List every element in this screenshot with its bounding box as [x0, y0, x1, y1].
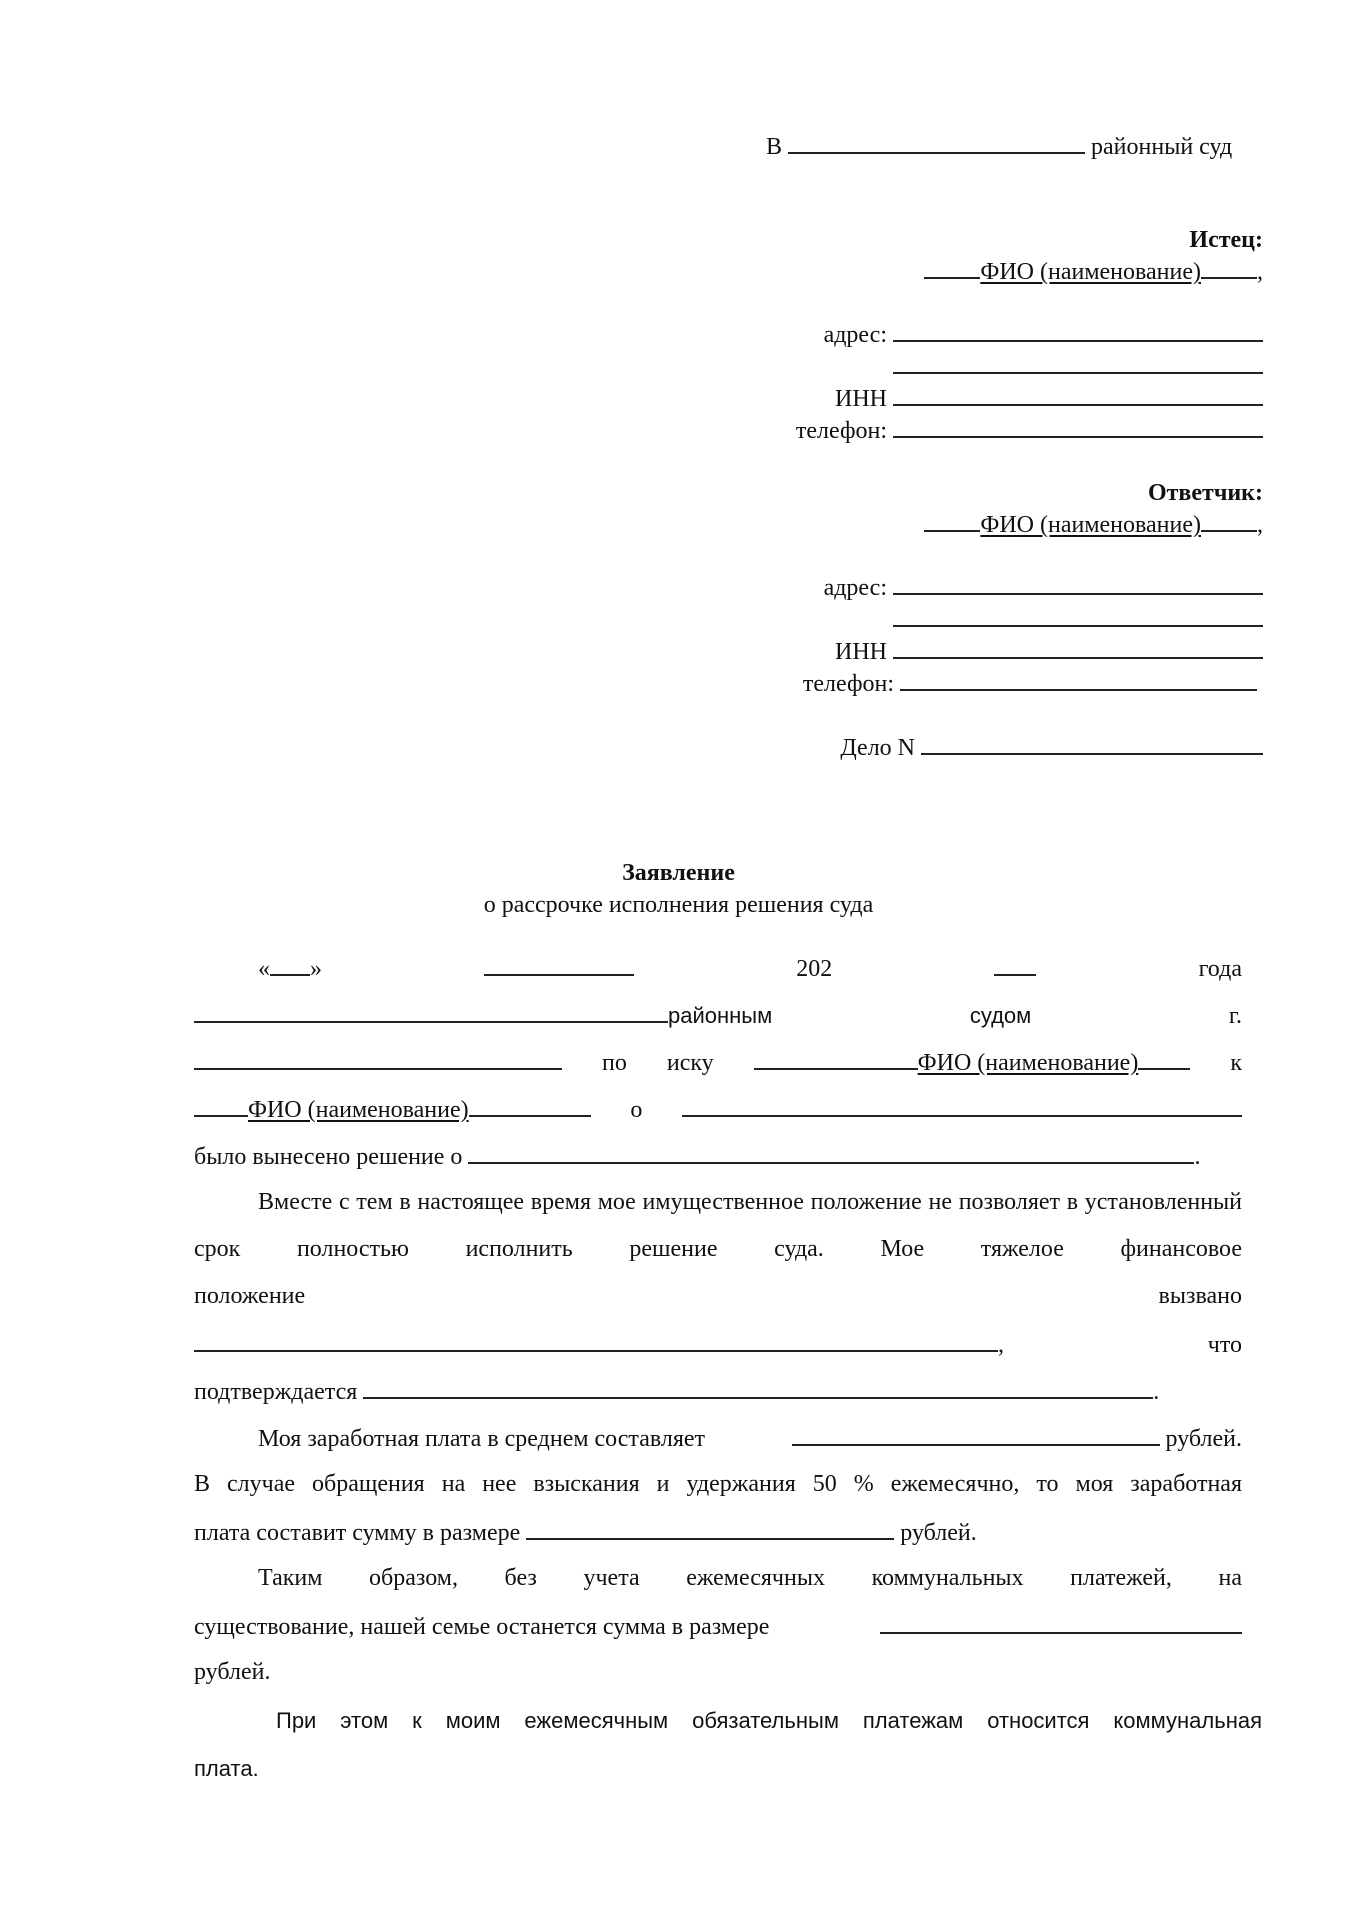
paragraph4-line1: При этом к моим ежемесячным обязательным платежам относится коммунальная: [276, 1708, 1262, 1733]
claim-plaintiff-blank-left[interactable]: [754, 1046, 918, 1070]
plaintiff-address-line: [824, 318, 1263, 350]
plaintiff-address-label: адрес:: [823, 322, 887, 348]
year-word: года: [1198, 956, 1242, 982]
family-sum-field[interactable]: [880, 1610, 1242, 1634]
paragraph2-line1: [194, 1422, 1242, 1454]
paragraph3-line1: Таким образом, без учета ежемесячных коммунальных платежей, на: [258, 1565, 1242, 1591]
plaintiff-name-line: [924, 255, 1263, 287]
plaintiff-name-blank-right[interactable]: [1201, 255, 1257, 279]
decision-line: [194, 1140, 1200, 1172]
word-o: о: [630, 1097, 643, 1123]
defendant-address-label: адрес:: [823, 575, 887, 601]
plaintiff-phone-label: телефон:: [795, 418, 887, 444]
decision-prefix: было вынесено решение о: [194, 1144, 463, 1170]
word-city: г.: [1228, 1003, 1242, 1029]
day-field-wrap: [258, 952, 322, 984]
salary-suffix: рублей.: [1165, 1426, 1242, 1452]
case-number-label: Дело N: [840, 735, 915, 761]
plaintiff-name-field[interactable]: ФИО (наименование): [980, 259, 1201, 285]
plaintiff-inn-line: [835, 382, 1263, 414]
word-polozhenie: положение: [194, 1283, 306, 1309]
paragraph4-line2: плата.: [194, 1756, 259, 1781]
open-quote: «: [258, 956, 270, 982]
claim-line: [194, 1046, 1242, 1078]
defendant-body-line: [194, 1093, 1242, 1125]
defendant-address-line2: [893, 603, 1263, 635]
claim-plaintiff-blank-right[interactable]: [1138, 1046, 1190, 1070]
plaintiff-phone-field[interactable]: [893, 414, 1263, 438]
word-podtverzhdaetsya: подтверждается: [194, 1379, 358, 1405]
defendant-inn-line: [835, 635, 1263, 667]
claim-defendant-blank-right[interactable]: [469, 1093, 591, 1117]
case-number-line: [840, 731, 1263, 763]
defendant-name-blank-right[interactable]: [1201, 508, 1257, 532]
court-name-field[interactable]: [788, 130, 1085, 154]
court-body-line: [194, 999, 1242, 1031]
claim-plaintiff-field[interactable]: ФИО (наименование): [917, 1050, 1139, 1076]
plaintiff-inn-label: ИНН: [835, 386, 887, 412]
decision-suffix: .: [1194, 1144, 1201, 1170]
document-subtitle: о рассрочке исполнения решения суда: [483, 892, 874, 918]
paragraph3-line3: рублей.: [194, 1659, 271, 1685]
document-title: Заявление: [622, 860, 735, 886]
claim-subject-field[interactable]: [682, 1093, 1242, 1117]
decision-field[interactable]: [468, 1140, 1194, 1164]
defendant-address-line: [824, 571, 1263, 603]
family-sum-prefix: существование, нашей семье останется сумма в размере: [194, 1614, 770, 1640]
paragraph3-line2: [194, 1610, 1242, 1642]
court-suffix: районный суд: [1091, 134, 1233, 160]
plaintiff-inn-field[interactable]: [893, 382, 1263, 406]
defendant-name-line: [924, 508, 1263, 540]
claim-defendant-field[interactable]: ФИО (наименование): [248, 1097, 469, 1123]
defendant-name-field[interactable]: ФИО (наименование): [980, 512, 1201, 538]
word-isku: иску: [666, 1050, 714, 1076]
reason-field[interactable]: [194, 1328, 998, 1352]
close-quote: »: [310, 956, 322, 982]
word-k: к: [1230, 1050, 1242, 1076]
paragraph1-line4: [194, 1328, 1242, 1360]
year-suffix-field[interactable]: [994, 952, 1036, 976]
word-vyzvano: вызвано: [1158, 1283, 1242, 1309]
salary-field[interactable]: [792, 1422, 1160, 1446]
year-prefix: 202: [796, 956, 833, 982]
month-field[interactable]: [484, 952, 634, 976]
claim-defendant-blank-left[interactable]: [194, 1093, 248, 1117]
paragraph1-line5: [194, 1375, 1159, 1407]
court-line: [766, 130, 1232, 162]
defendant-label: Ответчик:: [1147, 480, 1263, 506]
defendant-inn-label: ИНН: [835, 639, 887, 665]
case-number-field[interactable]: [921, 731, 1263, 755]
city-field[interactable]: [194, 1046, 562, 1070]
defendant-name-blank-left[interactable]: [924, 508, 980, 532]
defendant-phone-label: телефон:: [802, 671, 894, 697]
plaintiff-name-trailing: ,: [1257, 259, 1263, 285]
reason-comma: ,: [998, 1332, 1004, 1358]
plaintiff-address-field-2[interactable]: [893, 350, 1263, 374]
defendant-inn-field[interactable]: [893, 635, 1263, 659]
paragraph2-line3: [194, 1516, 977, 1548]
paragraph2-line2: В случае обращения на нее взыскания и удержания 50 % ежемесячно, то моя заработная: [194, 1471, 1242, 1497]
paragraph1-line3: [194, 1281, 1242, 1311]
court-body-field[interactable]: [194, 999, 668, 1023]
evidence-period: .: [1153, 1379, 1160, 1405]
salary-prefix: Моя заработная плата в среднем составляет: [258, 1426, 706, 1452]
remaining-salary-prefix: плата составит сумму в размере: [194, 1520, 521, 1546]
word-po: по: [602, 1050, 627, 1076]
defendant-phone-field[interactable]: [900, 667, 1257, 691]
plaintiff-label: Истец:: [1189, 227, 1263, 253]
day-field[interactable]: [270, 952, 310, 976]
word-chto: что: [1207, 1332, 1242, 1358]
remaining-salary-field[interactable]: [526, 1516, 894, 1540]
defendant-address-field-2[interactable]: [893, 603, 1263, 627]
date-line: [194, 952, 1242, 984]
defendant-phone-line: [803, 667, 1257, 699]
word-sudom: судом: [969, 1003, 1032, 1028]
plaintiff-address-field[interactable]: [893, 318, 1263, 342]
plaintiff-phone-line: [796, 414, 1263, 446]
defendant-address-field[interactable]: [893, 571, 1263, 595]
plaintiff-address-line2: [893, 350, 1263, 382]
word-raionnym: районным: [668, 1003, 773, 1028]
remaining-salary-suffix: рублей.: [900, 1520, 977, 1546]
court-prefix: В: [766, 134, 783, 160]
plaintiff-name-blank-left[interactable]: [924, 255, 980, 279]
paragraph-financial-situation: Вместе с тем в настоящее время мое имущественное положение не позволяет в установленный срок полностью исполнить решение суда. Мое тяжелое финансовое: [194, 1189, 1242, 1262]
defendant-name-trailing: ,: [1257, 512, 1263, 538]
evidence-field[interactable]: [363, 1375, 1153, 1399]
